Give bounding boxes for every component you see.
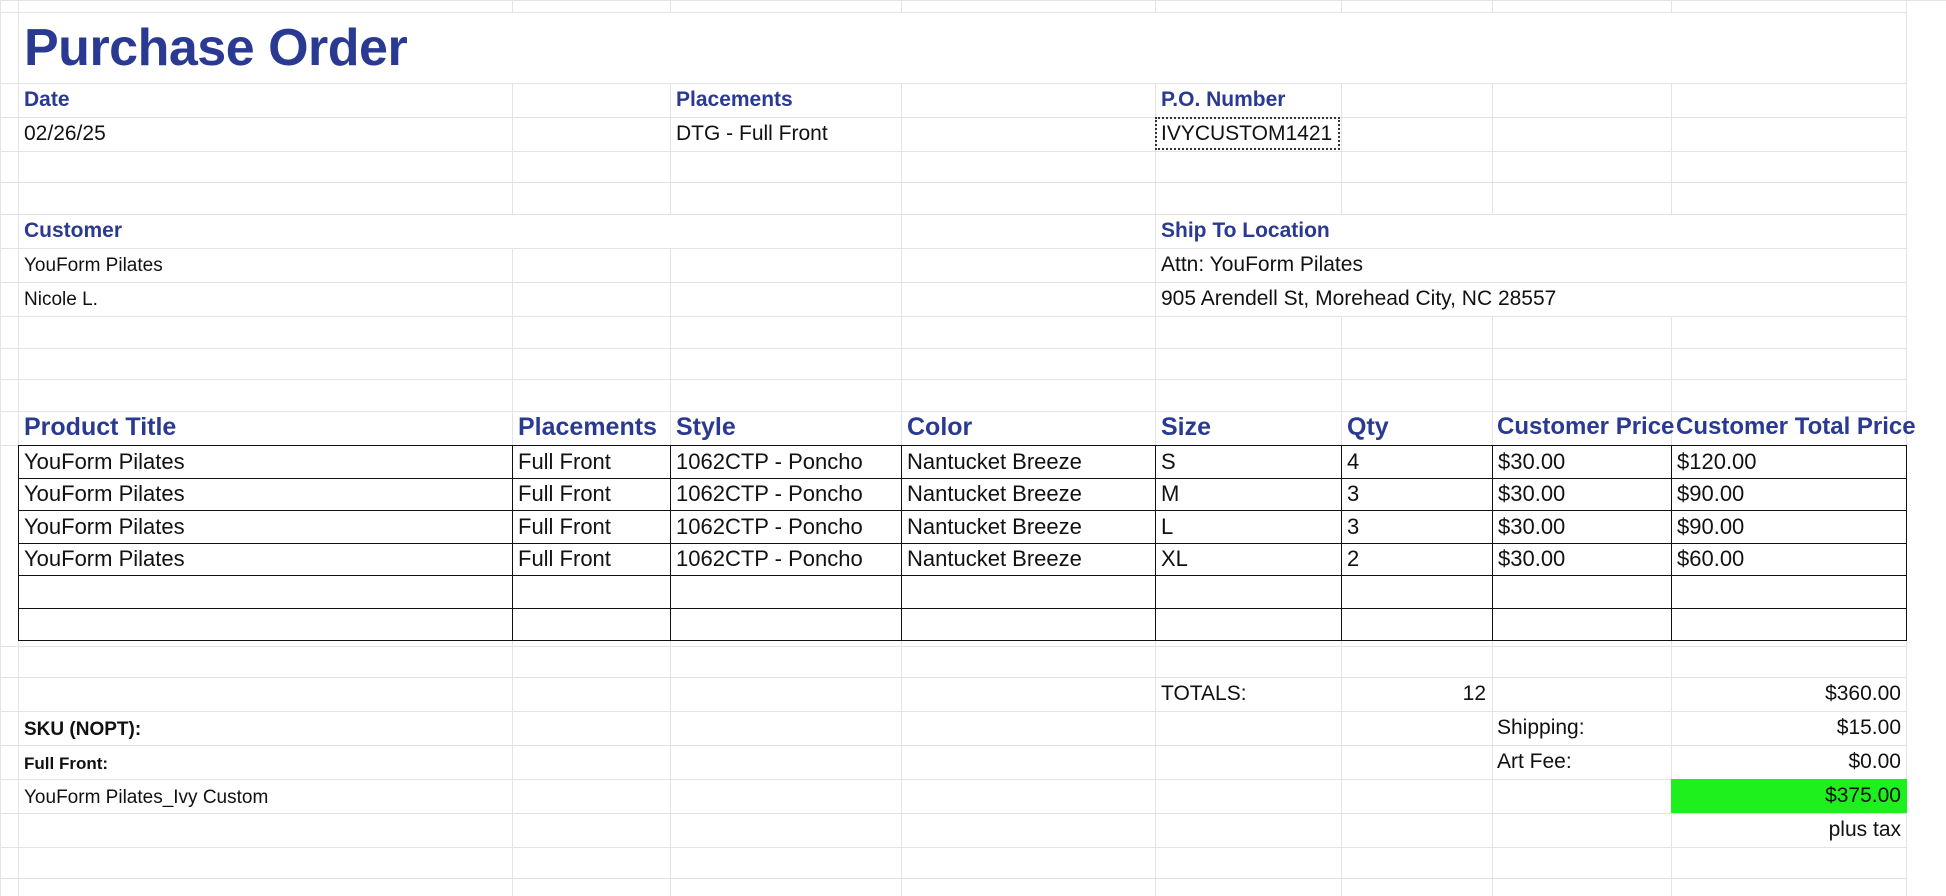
ship-to-attn[interactable]: Attn: YouForm Pilates (1161, 253, 1363, 276)
cell-style[interactable]: 1062CTP - Poncho (671, 478, 902, 511)
cell-product-title[interactable]: YouForm Pilates (19, 446, 513, 479)
col-header-style: Style (676, 413, 736, 441)
cell-color[interactable]: Nantucket Breeze (902, 446, 1156, 479)
col-header-customer-total-price: Customer Total Price (1676, 413, 1916, 440)
cell-size[interactable]: S (1156, 446, 1342, 479)
cell-size[interactable]: M (1156, 478, 1342, 511)
table-row (19, 576, 1907, 609)
cell-placements[interactable] (513, 576, 671, 609)
art-fee-label: Art Fee: (1497, 750, 1572, 773)
ship-to-label: Ship To Location (1161, 219, 1330, 242)
date-value[interactable]: 02/26/25 (24, 122, 106, 145)
cell-qty[interactable]: 2 (1342, 543, 1493, 576)
table-row (19, 478, 1907, 511)
shipping-label: Shipping: (1497, 716, 1585, 739)
cell-size[interactable] (1156, 608, 1342, 641)
cell-customer-total-price[interactable] (1672, 576, 1907, 609)
cell-customer-total-price[interactable]: $90.00 (1672, 478, 1907, 511)
cell-customer-total-price[interactable]: $90.00 (1672, 511, 1907, 544)
cell-placements[interactable]: Full Front (513, 446, 671, 479)
cell-customer-price[interactable]: $30.00 (1493, 543, 1672, 576)
col-header-size: Size (1161, 413, 1212, 441)
placements-value[interactable]: DTG - Full Front (676, 122, 828, 145)
po-number-value[interactable]: IVYCUSTOM1421 (1161, 122, 1333, 145)
table-row (19, 543, 1907, 576)
cell-qty[interactable]: 3 (1342, 478, 1493, 511)
totals-label: TOTALS: (1161, 682, 1247, 705)
cell-customer-total-price[interactable]: $120.00 (1672, 446, 1907, 479)
cell-product-title[interactable]: YouForm Pilates (19, 511, 513, 544)
grand-total-value[interactable]: $375.00 (1825, 784, 1901, 807)
cell-product-title[interactable]: YouForm Pilates (19, 543, 513, 576)
cell-product-title[interactable] (19, 576, 513, 609)
sku-value[interactable]: YouForm Pilates_Ivy Custom (24, 787, 269, 808)
cell-placements[interactable] (513, 608, 671, 641)
cell-customer-price[interactable]: $30.00 (1493, 478, 1672, 511)
cell-placements[interactable]: Full Front (513, 511, 671, 544)
sku-label: SKU (NOPT): (24, 719, 142, 740)
cell-product-title[interactable] (19, 608, 513, 641)
cell-color[interactable]: Nantucket Breeze (902, 511, 1156, 544)
cell-placements[interactable]: Full Front (513, 543, 671, 576)
cell-style[interactable] (671, 576, 902, 609)
cell-color[interactable]: Nantucket Breeze (902, 543, 1156, 576)
table-row (19, 446, 1907, 479)
cell-customer-price[interactable]: $30.00 (1493, 446, 1672, 479)
totals-qty[interactable]: 12 (1462, 682, 1486, 705)
shipping-value[interactable]: $15.00 (1836, 716, 1901, 739)
cell-size[interactable] (1156, 576, 1342, 609)
po-number-label: P.O. Number (1161, 88, 1286, 111)
cell-qty[interactable]: 4 (1342, 446, 1493, 479)
cell-customer-price[interactable] (1493, 608, 1672, 641)
totals-subtotal[interactable]: $360.00 (1825, 682, 1901, 705)
cell-color[interactable] (902, 608, 1156, 641)
cell-product-title[interactable]: YouForm Pilates (19, 478, 513, 511)
cell-style[interactable]: 1062CTP - Poncho (671, 511, 902, 544)
product-table (18, 445, 1907, 641)
placements-label: Placements (676, 88, 793, 111)
cell-qty[interactable] (1342, 576, 1493, 609)
table-row (19, 608, 1907, 641)
customer-contact[interactable]: Nicole L. (24, 289, 98, 310)
sku-placement-label: Full Front: (24, 754, 109, 773)
cell-customer-total-price[interactable]: $60.00 (1672, 543, 1907, 576)
cell-style[interactable] (671, 608, 902, 641)
page-title: Purchase Order (24, 19, 408, 77)
cell-size[interactable]: XL (1156, 543, 1342, 576)
cell-style[interactable]: 1062CTP - Poncho (671, 543, 902, 576)
col-header-product-title: Product Title (24, 413, 177, 441)
cell-customer-price[interactable]: $30.00 (1493, 511, 1672, 544)
ship-to-address[interactable]: 905 Arendell St, Morehead City, NC 28557 (1161, 287, 1557, 310)
cell-customer-total-price[interactable] (1672, 608, 1907, 641)
cell-qty[interactable] (1342, 608, 1493, 641)
date-label: Date (24, 88, 70, 111)
cell-size[interactable]: L (1156, 511, 1342, 544)
table-row (19, 511, 1907, 544)
col-header-placements: Placements (518, 413, 657, 441)
cell-placements[interactable]: Full Front (513, 478, 671, 511)
cell-customer-price[interactable] (1493, 576, 1672, 609)
customer-label: Customer (24, 219, 123, 242)
col-header-qty: Qty (1347, 413, 1389, 441)
col-header-customer-price: Customer Price (1497, 413, 1675, 440)
art-fee-value[interactable]: $0.00 (1848, 750, 1901, 773)
cell-style[interactable]: 1062CTP - Poncho (671, 446, 902, 479)
cell-color[interactable]: Nantucket Breeze (902, 478, 1156, 511)
col-header-color: Color (907, 413, 973, 441)
tax-note: plus tax (1828, 818, 1901, 841)
customer-name[interactable]: YouForm Pilates (24, 255, 163, 276)
cell-color[interactable] (902, 576, 1156, 609)
cell-qty[interactable]: 3 (1342, 511, 1493, 544)
